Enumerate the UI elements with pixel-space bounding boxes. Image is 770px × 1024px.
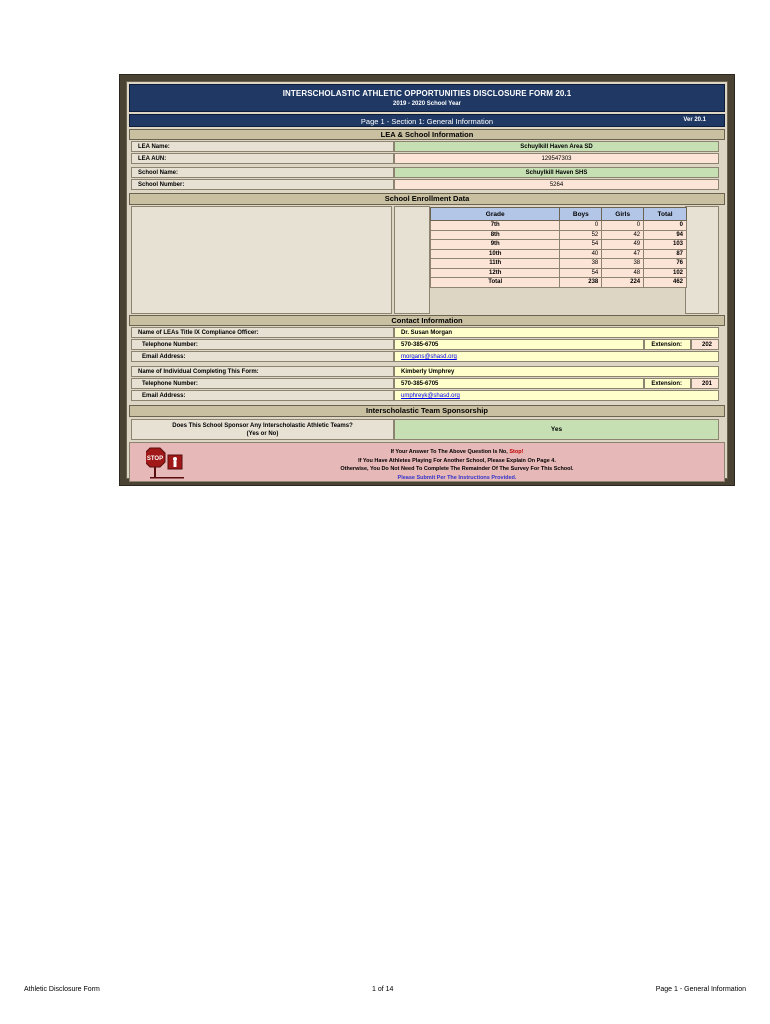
stop-sign-icon [146,447,190,479]
officer-email-field[interactable] [394,351,719,362]
footer-section-name: Page 1 - General Information [655,986,746,993]
officer-email-link[interactable]: morgans@shasd.org [401,354,457,360]
enrollment-blank-right [685,206,719,314]
stop-line4: Please Submit Per The Instructions Provided. [397,474,517,481]
grade-cell: 12th [431,268,560,278]
table-row [431,240,687,250]
girls-total-cell: 224 [602,278,644,288]
lea-name-field[interactable]: Schuylkill Haven Area SD [394,141,719,152]
enrollment-blank-left [131,206,392,314]
sponsorship-question-line2: (Yes or No) [246,431,279,437]
svg-text:STOP: STOP [146,456,164,462]
stop-notice [129,442,725,482]
table-row [431,268,687,278]
grade-cell: 11th [431,259,560,269]
table-row [431,230,687,240]
table-row [431,221,687,231]
boys-cell[interactable]: 0 [560,221,602,231]
grade-cell: 9th [431,240,560,250]
contact-header: Contact Information [129,315,725,326]
girls-cell[interactable]: 49 [602,240,644,250]
column-header-grade: Grade [431,208,560,221]
stop-notice-text [190,448,724,482]
completer-extension-field[interactable]: 201 [691,378,719,389]
page-section-bar [129,114,725,127]
lea-aun-label: LEA AUN: [131,153,394,164]
boys-total-cell: 238 [560,278,602,288]
lea-name-label: LEA Name: [131,141,394,152]
girls-cell[interactable]: 0 [602,221,644,231]
school-number-field[interactable]: 5264 [394,179,719,190]
completer-email-link[interactable]: umphreyk@shasd.org [401,393,460,399]
school-name-label: School Name: [131,167,394,178]
officer-email-label: Email Address: [131,351,394,362]
completer-phone-field[interactable]: 570-385-6705 [394,378,644,389]
table-row [431,249,687,259]
total-cell: 102 [644,268,687,278]
stop-word: Stop! [509,449,524,455]
total-cell: 103 [644,240,687,250]
stop-line1-prefix: If Your Answer To The Above Question Is No, [390,449,508,455]
officer-extension-field[interactable]: 202 [691,339,719,350]
grade-cell: 7th [431,221,560,231]
total-cell: 76 [644,259,687,269]
sponsorship-answer-field[interactable]: Yes [394,419,719,440]
boys-cell[interactable]: 54 [560,240,602,250]
completer-extension-label: Extension: [644,378,691,389]
footer-form-name: Athletic Disclosure Form [24,986,100,993]
officer-extension-label: Extension: [644,339,691,350]
column-header-girls: Girls [602,208,644,221]
girls-cell[interactable]: 48 [602,268,644,278]
stop-line2: If You Have Athletes Playing For Another School, Please Explain On Page 4. [358,457,556,464]
form-title-block [129,84,725,112]
completer-phone-label: Telephone Number: [131,378,394,389]
total-cell: 87 [644,249,687,259]
enrollment-table [430,207,687,288]
lea-aun-field[interactable]: 129547303 [394,153,719,164]
stop-line1 [190,448,724,457]
disclosure-form [126,81,728,479]
sponsorship-header: Interscholastic Team Sponsorship [129,405,725,417]
table-row-total [431,278,687,288]
girls-cell[interactable]: 38 [602,259,644,269]
form-version: Ver 20.1 [683,117,706,123]
school-year: 2019 - 2020 School Year [393,101,461,107]
school-name-field[interactable]: Schuylkill Haven SHS [394,167,719,178]
footer-page-count: 1 of 14 [372,986,394,993]
title-ix-officer-label: Name of LEAs Title IX Compliance Officer: [131,327,394,338]
grade-cell: 10th [431,249,560,259]
total-cell: 0 [644,221,687,231]
lea-school-header: LEA & School Information [129,129,725,140]
grade-cell: 8th [431,230,560,240]
boys-cell[interactable]: 52 [560,230,602,240]
sponsorship-question [131,419,394,440]
girls-cell[interactable]: 42 [602,230,644,240]
column-header-total: Total [644,208,687,221]
table-row [431,259,687,269]
enrollment-blank-mid [394,206,430,314]
completer-email-field[interactable] [394,390,719,401]
form-title: INTERSCHOLASTIC ATHLETIC OPPORTUNITIES DISCLOSURE FORM 20.1 [282,89,572,98]
completer-email-label: Email Address: [131,390,394,401]
boys-cell[interactable]: 38 [560,259,602,269]
boys-cell[interactable]: 40 [560,249,602,259]
enrollment-header: School Enrollment Data [129,193,725,205]
sponsorship-question-line1: Does This School Sponsor Any Interscholastic Athletic Teams? [172,423,353,429]
completer-name-label: Name of Individual Completing This Form: [131,366,394,377]
completer-name-field[interactable]: Kimberly Umphrey [394,366,719,377]
total-cell: 94 [644,230,687,240]
enrollment-header-row [431,208,687,221]
officer-phone-label: Telephone Number: [131,339,394,350]
stop-line3: Otherwise, You Do Not Need To Complete The Remainder Of The Survey For This School. [340,466,574,472]
disclosure-form-frame [119,74,735,486]
boys-cell[interactable]: 54 [560,268,602,278]
title-ix-officer-field[interactable]: Dr. Susan Morgan [394,327,719,338]
column-header-boys: Boys [560,208,602,221]
officer-phone-field[interactable]: 570-385-6705 [394,339,644,350]
grade-cell: Total [431,278,560,288]
school-number-label: School Number: [131,179,394,190]
page-section-title: Page 1 - Section 1: General Information [360,116,494,126]
grand-total-cell: 462 [644,278,687,288]
girls-cell[interactable]: 47 [602,249,644,259]
